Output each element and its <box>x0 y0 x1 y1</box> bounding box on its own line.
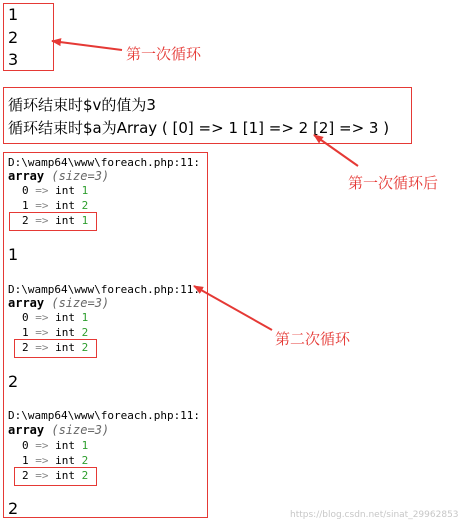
dump-path: D:\wamp64\www\foreach.php:11: <box>8 156 201 169</box>
after-first-loop-arrow <box>314 135 358 166</box>
dump-array-header: array (size=3) <box>8 423 110 437</box>
output-line-1: 1 <box>8 5 19 24</box>
dump-row: 1 => int 2 <box>22 454 89 467</box>
dump-row: 0 => int 1 <box>22 439 89 452</box>
dump-row: 2 => int 1 <box>22 214 89 227</box>
after-first-loop-label: 第一次循环后 <box>348 174 439 192</box>
output-line-2: 2 <box>8 28 19 47</box>
first-loop-label: 第一次循环 <box>126 45 202 63</box>
output-line-3: 3 <box>8 50 19 69</box>
dump-row: 2 => int 2 <box>22 341 89 354</box>
echo-value: 2 <box>8 499 19 518</box>
dump-row: 0 => int 1 <box>22 311 89 324</box>
echo-value: 1 <box>8 245 19 264</box>
dump-array-header: array (size=3) <box>8 169 110 183</box>
dump-row: 1 => int 2 <box>22 326 89 339</box>
watermark: https://blog.csdn.net/sinat_29962853 <box>290 510 459 520</box>
dump-array-header: array (size=3) <box>8 296 110 310</box>
dump-path: D:\wamp64\www\foreach.php:11: <box>8 409 201 422</box>
dump-row: 1 => int 2 <box>22 199 89 212</box>
after-loop-line-2: 循环结束时$a为Array ( [0] => 1 [1] => 2 [2] => 3 ) <box>8 119 390 137</box>
echo-value: 2 <box>8 372 19 391</box>
first-loop-arrow <box>52 41 122 50</box>
dump-row: 0 => int 1 <box>22 184 89 197</box>
second-loop-label: 第二次循环 <box>275 330 351 348</box>
dump-row: 2 => int 2 <box>22 469 89 482</box>
dump-path: D:\wamp64\www\foreach.php:11: <box>8 283 201 296</box>
second-loop-arrow <box>194 286 272 330</box>
after-loop-line-1: 循环结束时$v的值为3 <box>8 96 156 114</box>
